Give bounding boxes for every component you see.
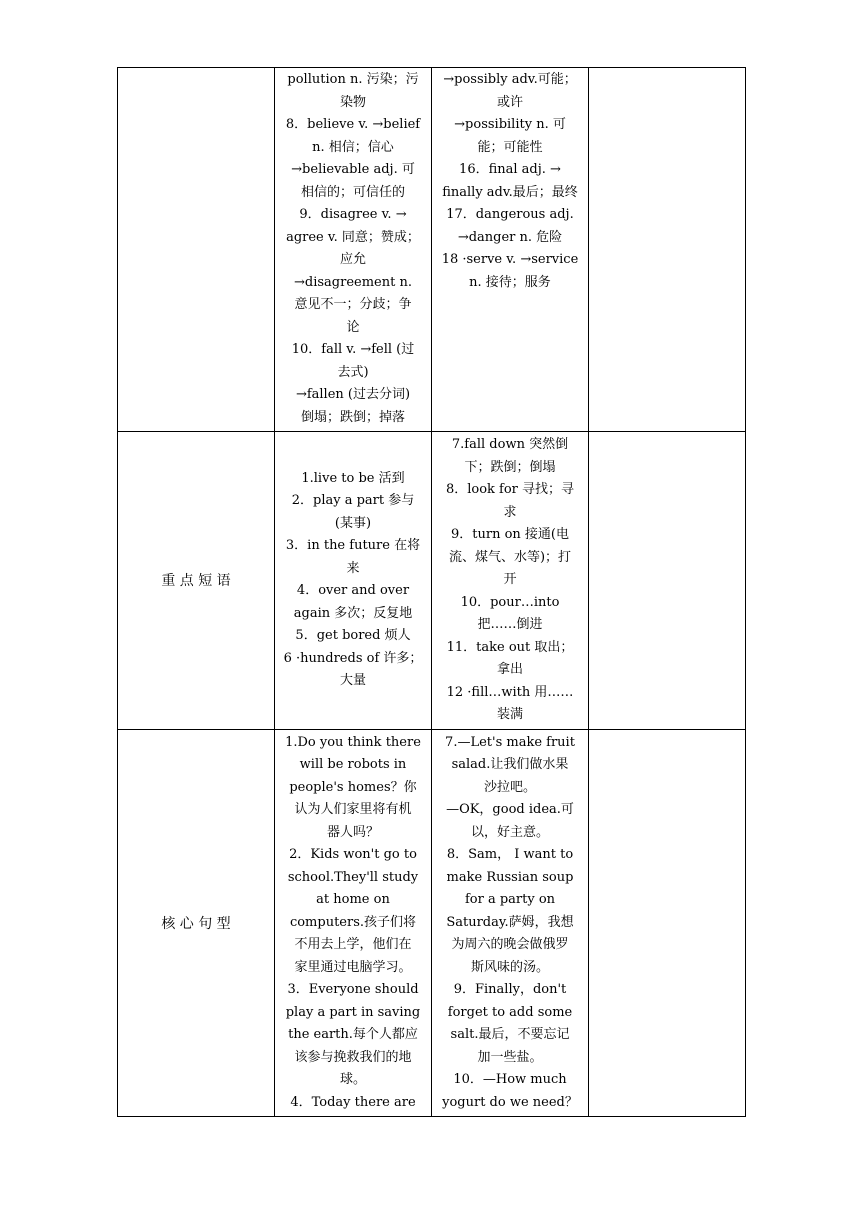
text-line: salad.让我们做水果 — [451, 757, 569, 772]
text-line: the earth.每个人都应 — [288, 1027, 418, 1042]
text-line: 10．—How much — [453, 1072, 567, 1087]
text-line: 不用去上学，他们在 — [294, 937, 412, 952]
text-line: again 多次；反复地 — [293, 605, 413, 621]
vocabulary-table — [117, 67, 746, 1117]
text-line: 7.fall down 突然倒 — [451, 437, 569, 452]
text-line: 装满 — [496, 707, 523, 722]
text-line: 该参与挽救我们的地 — [294, 1049, 412, 1065]
category-cell-phrases — [118, 432, 275, 730]
text-line: 把……倒进 — [477, 617, 543, 632]
phrases-column-left — [275, 432, 432, 730]
text-line: 2．Kids won't go to — [289, 847, 417, 862]
text-line: pollution n. 污染；污 — [287, 72, 419, 87]
text-line: 流、煤气、水等)；打 — [448, 549, 572, 565]
text-line: 11．take out 取出； — [446, 639, 574, 655]
text-line: 1.Do you think there — [285, 734, 421, 750]
text-line: 7.—Let's make fruit — [445, 734, 575, 750]
text-line: for a party on — [464, 892, 556, 907]
text-line: 4．Today there are — [290, 1094, 416, 1110]
text-line: →disagreement n. — [294, 274, 412, 290]
text-line: play a part in saving — [285, 1004, 421, 1020]
text-line: n. 接待；服务 — [469, 274, 551, 290]
text-line: 3．in the future 在将 — [285, 538, 421, 554]
text-line: 相信的；可信任的 — [300, 184, 405, 200]
text-line: finally adv.最后；最终 — [442, 184, 578, 200]
text-line: 17．dangerous adj. — [446, 207, 574, 222]
words-column-left — [275, 68, 432, 432]
text-line: 求 — [503, 504, 517, 520]
text-line: 倒塌；跌倒；掉落 — [300, 409, 405, 425]
text-line: computers.孩子们将 — [289, 914, 417, 930]
text-line: 6 ·hundreds of 许多； — [283, 650, 423, 666]
text-line: Saturday.萨姆，我想 — [446, 914, 574, 930]
text-line: at home on — [316, 892, 390, 907]
text-line: yogurt do we need？ — [442, 1094, 578, 1110]
text-line: 意见不一；分歧；争 — [294, 297, 412, 312]
text-line: 8．Sam， I want to — [446, 847, 574, 862]
text-line: 认为人们家里将有机 — [294, 802, 412, 817]
category-cell-sentences — [118, 729, 275, 1117]
table-row-phrases — [118, 432, 746, 730]
text-line: 下；跌倒；倒塌 — [464, 459, 556, 475]
text-line: 开 — [503, 572, 517, 587]
text-line: 9．turn on 接通(电 — [451, 527, 569, 542]
phrases-column-right — [432, 432, 589, 730]
category-cell-words — [118, 68, 275, 432]
text-line: →believable adj. 可 — [291, 162, 415, 177]
text-line: agree v. 同意；赞成； — [286, 229, 420, 245]
category-label: 重 点 短 语 — [161, 573, 231, 590]
text-line: 染物 — [339, 94, 366, 110]
text-line: forget to add some — [447, 1004, 573, 1020]
text-line: 10．pour…into — [460, 594, 560, 610]
text-line: 为周六的晚会做俄罗 — [451, 937, 569, 952]
text-line: —OK，good idea.可 — [446, 802, 574, 817]
category-label: 核 心 句 型 — [161, 915, 231, 932]
text-line: 器人吗？ — [326, 824, 379, 840]
words-column-right — [432, 68, 589, 432]
text-line: 来 — [346, 560, 360, 576]
text-line: 9．Finally，don't — [453, 982, 567, 997]
text-line: school.They'll study — [287, 869, 419, 885]
text-line: 12 ·fill…with 用…… — [446, 684, 574, 700]
empty-cell — [589, 729, 746, 1117]
text-line: 能；可能性 — [477, 139, 543, 155]
text-line: will be robots in — [299, 757, 407, 772]
text-line: 2．play a part 参与 — [291, 493, 415, 509]
empty-cell — [589, 432, 746, 730]
text-line: 拿出 — [496, 662, 523, 677]
text-line: 10．fall v. →fell (过 — [291, 342, 415, 357]
text-line: 9．disagree v. → — [299, 207, 407, 222]
text-line: 大量 — [339, 673, 366, 689]
text-line: 或许 — [496, 94, 523, 110]
sentences-column-right — [432, 729, 589, 1117]
text-line: 4．over and over — [296, 583, 410, 599]
text-line: 家里通过电脑学习。 — [294, 959, 412, 975]
text-line: 以，好主意。 — [470, 824, 549, 840]
text-line: n. 相信；信心 — [312, 139, 394, 155]
text-line: people's homes？你 — [289, 779, 417, 795]
text-line: 应允 — [339, 252, 366, 267]
text-line: 球。 — [339, 1072, 366, 1087]
table-row-words — [118, 68, 746, 432]
text-line: 论 — [346, 319, 360, 335]
text-line: →possibility n. 可 — [454, 117, 566, 132]
text-line: 8．look for 寻找；寻 — [445, 482, 575, 497]
text-line: 去式) — [337, 364, 369, 380]
table-row-sentences — [118, 729, 746, 1117]
text-line: 8．believe v. →belief — [285, 117, 421, 132]
text-line: salt.最后，不要忘记 — [450, 1027, 570, 1042]
text-line: 16．final adj. → — [459, 162, 561, 177]
text-line: →fallen (过去分词) — [295, 387, 411, 402]
text-line: 加一些盐。 — [477, 1049, 543, 1065]
text-line: 5．get bored 烦人 — [295, 628, 411, 644]
text-line: →danger n. 危险 — [457, 229, 563, 245]
text-line: 斯风味的汤。 — [470, 959, 549, 975]
text-line: (某事) — [334, 515, 372, 531]
text-line: 18 ·serve v. →service — [441, 252, 579, 267]
text-line: make Russian soup — [446, 869, 574, 885]
sentences-column-left — [275, 729, 432, 1117]
text-line: 1.live to be 活到 — [301, 470, 405, 486]
text-line: 沙拉吧。 — [483, 779, 536, 795]
text-line: →possibly adv.可能； — [443, 72, 577, 87]
text-line: 3．Everyone should — [287, 982, 419, 997]
empty-cell — [589, 68, 746, 432]
